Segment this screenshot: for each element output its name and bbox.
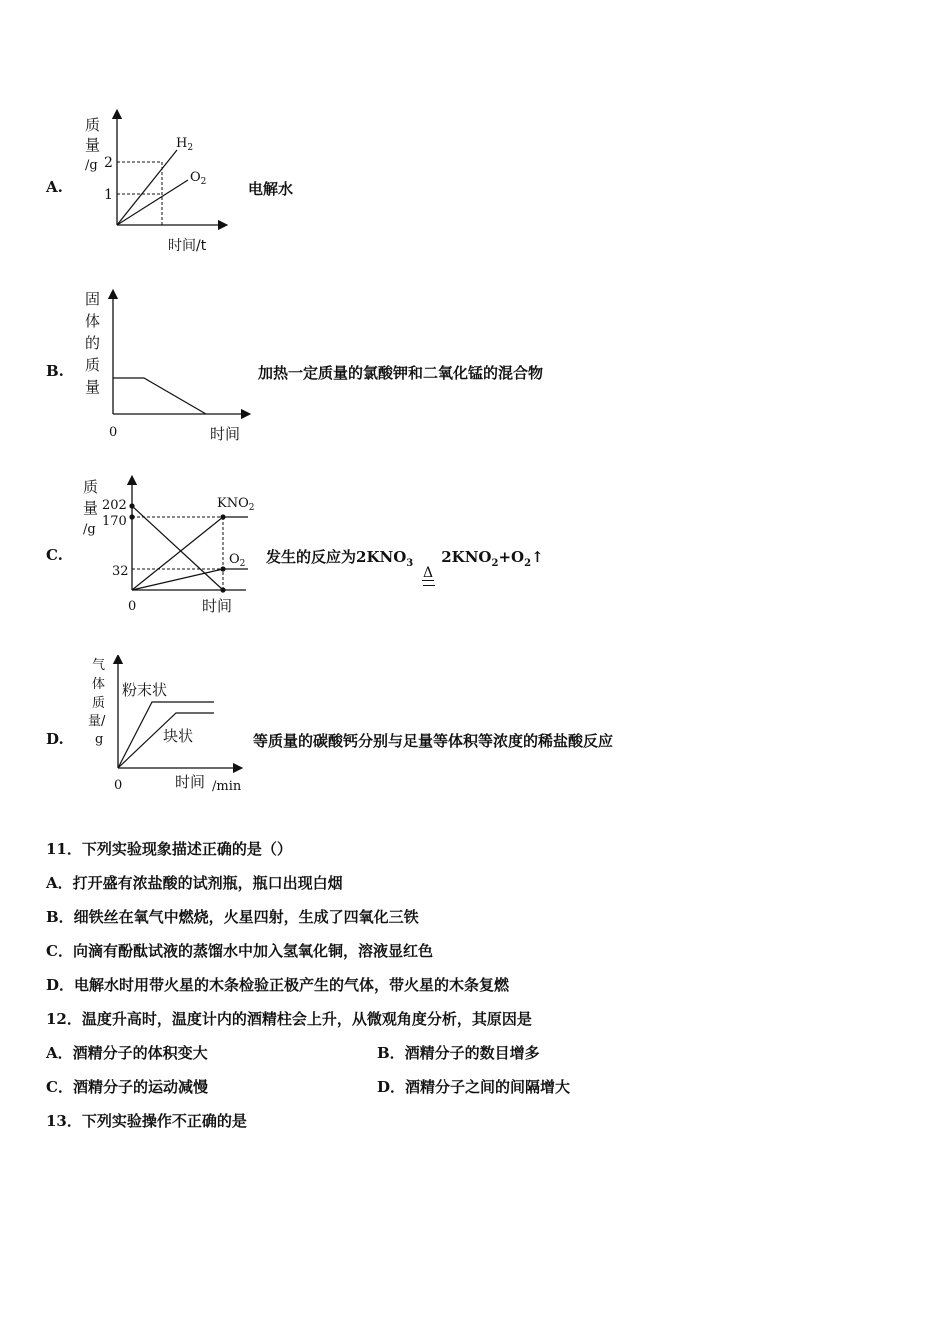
heat-condition: Δ (423, 565, 434, 581)
point-170 (129, 514, 134, 519)
product1-formula: 2KNO (441, 548, 492, 566)
y-label-4: 量/ (88, 714, 106, 729)
q12-choice-a: A．酒精分子的体积变大 (46, 1044, 208, 1062)
option-c-graph (80, 474, 265, 619)
series-h2-label: $H_2$ (176, 136, 194, 153)
gas-arrow: ↑ (531, 548, 544, 566)
option-a-graph (80, 108, 250, 258)
x-label: 时间 (210, 425, 241, 443)
series-powder-label: 粉末状 (122, 681, 168, 699)
caption-prefix: 发生的反应为 (266, 548, 357, 566)
tick-1: 1 (104, 187, 113, 203)
option-c-letter: C. (46, 546, 63, 564)
series-lump-label: 块状 (163, 727, 194, 745)
option-a-caption: 电解水 (248, 180, 294, 198)
y-label-4: 质 (85, 356, 101, 374)
q11-choice-c: C．向滴有酚酞试液的蒸馏水中加入氢氧化铜，溶液显红色 (46, 942, 433, 960)
reactant-formula: 2KNO (356, 548, 407, 566)
q11-choice-a: A．打开盛有浓盐酸的试剂瓶，瓶口出现白烟 (46, 874, 343, 892)
point-202 (129, 503, 134, 508)
x-label: 时间 (202, 597, 233, 615)
solid-mass-curve (113, 378, 206, 414)
x-label-cn: 时间 (175, 773, 206, 791)
product1-subscript: 2 (491, 558, 499, 569)
y-label-3: /g (85, 158, 98, 173)
q13-stem: 13．下列实验操作不正确的是 (46, 1112, 247, 1130)
h2-line (117, 150, 177, 225)
option-b-caption: 加热一定质量的氯酸钾和二氧化锰的混合物 (258, 364, 544, 382)
point-o2-end (220, 566, 225, 571)
y-label-2: 体 (85, 312, 101, 330)
condition-underline (423, 585, 435, 586)
x-label-unit: /min (212, 779, 242, 794)
q11-stem: 11．下列实验现象描述正确的是（） (46, 840, 292, 858)
q12-stem: 12．温度升高时，温度计内的酒精柱会上升，从微观角度分析，其原因是 (46, 1010, 532, 1028)
y-label-1: 质 (83, 478, 99, 496)
point-kno2-end (220, 514, 225, 519)
series-kno2-label: $KNO_2$ (217, 496, 255, 513)
tick-202: 202 (102, 498, 127, 513)
origin-label: 0 (128, 599, 137, 614)
series-o2-label: $O_2$ (190, 170, 207, 187)
reactant-subscript: 3 (406, 558, 414, 569)
option-d-caption: 等质量的碳酸钙分别与足量等体积等浓度的稀盐酸反应 (253, 732, 614, 750)
q12-choice-c: C．酒精分子的运动减慢 (46, 1078, 208, 1096)
y-label-2: 体 (92, 677, 106, 692)
q12-choice-d: D．酒精分子之间的间隔增大 (377, 1078, 571, 1096)
y-label-1: 质 (85, 116, 101, 134)
option-d-letter: D. (46, 730, 64, 748)
y-label-2: 量 (85, 136, 101, 154)
kno3-line (132, 506, 223, 590)
option-a-letter: A. (46, 178, 63, 196)
q11-choice-d: D．电解水时用带火星的木条检验正极产生的气体，带火星的木条复燃 (46, 976, 510, 994)
origin-label: 0 (114, 778, 123, 793)
tick-32: 32 (112, 564, 129, 579)
y-label-5: 量 (85, 378, 101, 396)
option-b-graph (80, 286, 255, 446)
y-label-1: 固 (85, 290, 101, 308)
tick-2: 2 (104, 155, 113, 171)
product2-subscript: 2 (524, 558, 532, 569)
o2-line (117, 180, 188, 225)
option-d-graph (80, 655, 255, 800)
y-label-3: 的 (85, 334, 101, 352)
tick-170: 170 (102, 514, 127, 529)
q12-choice-b: B．酒精分子的数目增多 (377, 1044, 540, 1062)
y-label-2: 量 (83, 499, 99, 517)
q11-choice-b: B．细铁丝在氧气中燃烧，火星四射，生成了四氧化三铁 (46, 908, 419, 926)
option-b-letter: B. (46, 362, 64, 380)
y-label-3: /g (83, 522, 96, 537)
x-label: 时间/t (168, 238, 207, 254)
y-label-5: g (95, 732, 104, 747)
y-label-3: 质 (92, 696, 106, 711)
point-kno3-end (220, 587, 225, 592)
origin-label: 0 (109, 425, 118, 440)
option-c-caption (266, 546, 544, 569)
product2-formula: +O (498, 548, 525, 566)
series-o2-label: $O_2$ (229, 552, 246, 569)
y-label-1: 气 (92, 658, 106, 673)
